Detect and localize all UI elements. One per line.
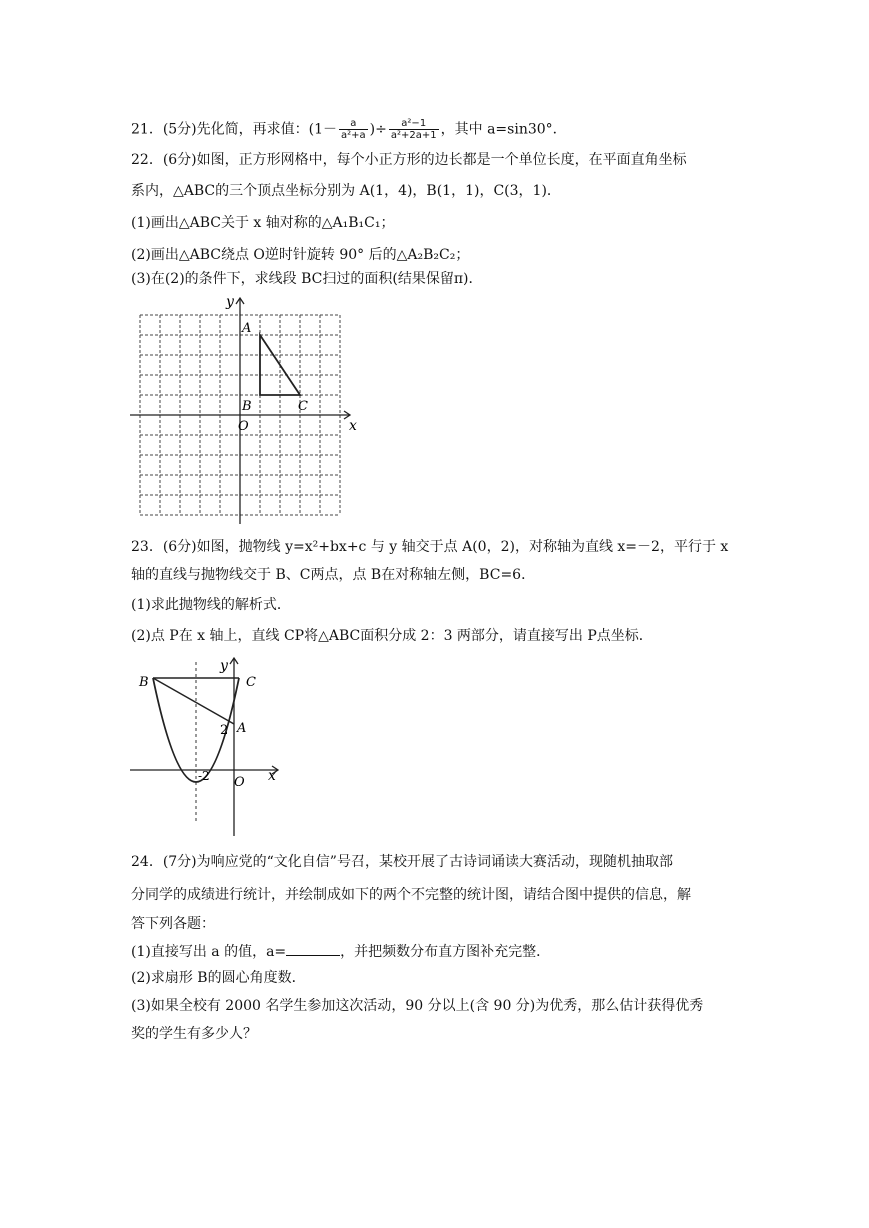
q23-label-2: 2 bbox=[220, 723, 229, 738]
q21-middle: )÷ bbox=[369, 121, 387, 138]
q22-label-y: y bbox=[226, 294, 234, 310]
q22-line-4: (2)画出△ABC绕点 O逆时针旋转 90° 后的△A₂B₂C₂； bbox=[131, 247, 470, 263]
q22-label-o: O bbox=[238, 419, 249, 434]
q21-frac2-numerator: a²−1 bbox=[389, 118, 439, 130]
q22-line-3: (1)画出△ABC关于 x 轴对称的△A₁B₁C₁； bbox=[131, 215, 395, 231]
q22-axes bbox=[130, 298, 350, 524]
q23-line-2: 轴的直线与抛物线交于 B、C两点，点 B在对称轴左侧，BC=6． bbox=[131, 567, 536, 583]
q22-label-a: A bbox=[242, 321, 252, 336]
q22-grid-figure bbox=[128, 292, 368, 532]
q23-label-b: B bbox=[139, 675, 149, 690]
q24-line-2: 分同学的成绩进行统计，并绘制成如下的两个不完整的统计图，请结合图中提供的信息，解 bbox=[131, 887, 691, 903]
q21-frac1-numerator: a bbox=[339, 118, 368, 130]
q21-fraction-1 bbox=[339, 118, 368, 141]
q22-line-1: 22．(6分)如图，正方形网格中，每个小正方形的边长都是一个单位长度，在平面直角坐标 bbox=[131, 152, 687, 168]
q24-line-4-prefix: (1)直接写出 a 的值，a= bbox=[131, 944, 287, 960]
q21-line bbox=[131, 118, 567, 141]
q23-label-minus-2: -2 bbox=[198, 769, 210, 783]
q23-label-o: O bbox=[234, 775, 245, 790]
q21-frac1-denominator: a²+a bbox=[341, 130, 366, 141]
q24-line-3: 答下列各题： bbox=[131, 916, 215, 932]
q21-prefix: 21．(5分)先化简，再求值：(1－ bbox=[131, 121, 338, 138]
q21-suffix: ，其中 a=sin30°． bbox=[440, 121, 567, 138]
q24-line-6: (3)如果全校有 2000 名学生参加这次活动，90 分以上(含 90 分)为优秀，那么估计获得优秀 bbox=[131, 998, 704, 1014]
q22-label-b: B bbox=[242, 399, 252, 414]
q23-line-3: (1)求此抛物线的解析式． bbox=[131, 597, 291, 613]
q23-label-y: y bbox=[220, 658, 228, 674]
q23-line-1: 23．(6分)如图，抛物线 y=x²+bx+c 与 y 轴交于点 A(0，2)，对称轴为直线 x=－2，平行于 x bbox=[131, 539, 729, 555]
q23-line-ba bbox=[153, 678, 234, 724]
q22-label-x: x bbox=[349, 418, 357, 434]
q22-line-5: (3)在(2)的条件下，求线段 BC扫过的面积(结果保留π)． bbox=[131, 271, 483, 287]
q23-label-x: x bbox=[268, 768, 276, 784]
q21-fraction-2 bbox=[389, 118, 439, 141]
q23-line-4: (2)点 P在 x 轴上，直线 CP将△ABC面积分成 2：3 两部分，请直接写出 P点坐标． bbox=[131, 628, 653, 644]
q21-frac2-denominator: a²+2a+1 bbox=[390, 130, 437, 141]
q24-line-5: (2)求扇形 B的圆心角度数． bbox=[131, 970, 306, 986]
q24-line-4-suffix: ，并把频数分布直方图补充完整． bbox=[340, 944, 551, 960]
q23-parabola-figure bbox=[128, 652, 288, 838]
q24-line-1: 24．(7分)为响应党的“文化自信”号召，某校开展了古诗词诵读大赛活动，现随机抽取部 bbox=[131, 854, 673, 870]
q23-label-a: A bbox=[237, 721, 247, 736]
q22-line-2: 系内，△ABC的三个顶点坐标分别为 A(1，4)，B(1，1)，C(3，1)． bbox=[131, 183, 561, 199]
q24-line-7: 奖的学生有多少人？ bbox=[131, 1026, 257, 1042]
answer-blank bbox=[286, 941, 340, 956]
q24-line-4 bbox=[131, 941, 550, 962]
q23-label-c: C bbox=[246, 675, 256, 690]
q22-label-c: C bbox=[298, 399, 308, 414]
